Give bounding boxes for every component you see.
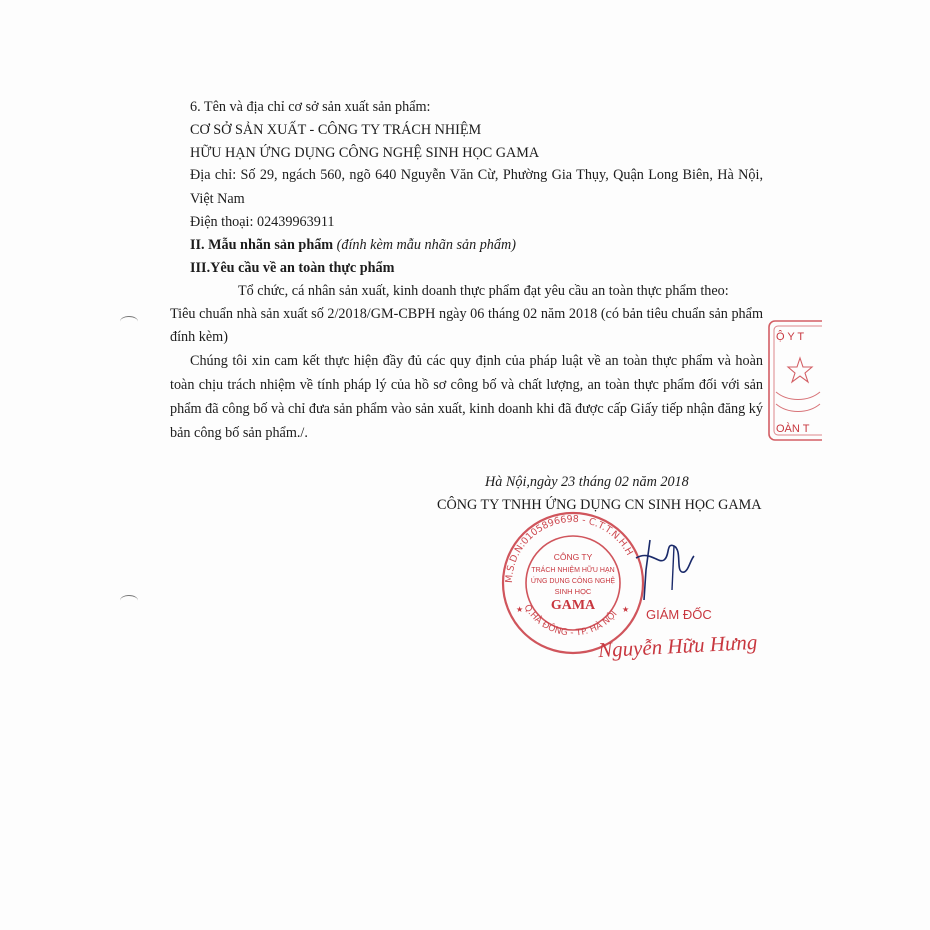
standard-line-1: Tiêu chuẩn nhà sản xuất số 2/2018/GM-CBPH ngày 06 tháng 02 năm 2018 (có bản tiêu chuẩn sản phẩm: [170, 306, 763, 322]
section-2-title: II. Mẫu nhãn sản phẩm: [190, 237, 334, 253]
side-stamp-bottom-text: OÀN T: [776, 423, 810, 435]
svg-text:★: ★: [516, 605, 524, 614]
handwritten-signature: [630, 530, 710, 610]
address-line-1: Địa chỉ: Số 29, ngách 560, ngõ 640 Nguyễn Văn Cừ, Phường Gia Thụy, Quận Long Biên, Hà Nội,: [190, 167, 763, 183]
section-3-heading: III.Yêu cầu về an toàn thực phẩm: [190, 260, 395, 276]
section-3-intro: Tổ chức, cá nhân sản xuất, kinh doanh thực phẩm đạt yêu cầu an toàn thực phẩm theo:: [238, 283, 729, 299]
commitment-line-1: Chúng tôi xin cam kết thực hiện đầy đủ các quy định của pháp luật về an toàn thực phẩm và hoàn: [190, 353, 763, 369]
seal-line-4: SINH HỌC: [554, 587, 592, 596]
section-2-note: (đính kèm mẫu nhãn sản phẩm): [336, 237, 516, 253]
signing-company: CÔNG TY TNHH ỨNG DỤNG CN SINH HỌC GAMA: [437, 497, 762, 513]
address-line-2: Việt Nam: [190, 191, 245, 207]
company-name-line-1: CƠ SỞ SẢN XUẤT - CÔNG TY TRÁCH NHIỆM: [190, 122, 482, 138]
commitment-line-3: phẩm đã công bố và chỉ đưa sản phẩm vào sản xuất, kinh doanh khi đã được cấp Giấy tiếp nhận đăng ký: [170, 401, 763, 417]
company-name-line-2: HỮU HẠN ỨNG DỤNG CÔNG NGHỆ SINH HỌC GAMA: [190, 145, 540, 161]
punch-hole-top: [120, 316, 138, 327]
commitment-line-4: bản công bố sản phẩm./.: [170, 425, 308, 441]
company-seal-stamp: [498, 508, 648, 658]
partial-side-stamp: [762, 318, 822, 443]
standard-line-2: đính kèm): [170, 329, 228, 345]
seal-line-1: CÔNG TY: [553, 552, 593, 562]
section-2-heading: [190, 236, 516, 254]
director-title: GIÁM ĐỐC: [646, 607, 712, 622]
commitment-line-2: toàn chịu trách nhiệm về tính pháp lý của hồ sơ công bố và chất lượng, an toàn thực phẩm đối với sản: [170, 377, 763, 393]
svg-text:★: ★: [622, 605, 630, 614]
signing-date: Hà Nội,ngày 23 tháng 02 năm 2018: [485, 474, 689, 490]
punch-hole-bottom: [120, 595, 138, 606]
side-stamp-top-text: Ộ Y T: [776, 331, 805, 343]
seal-line-3: ỨNG DỤNG CÔNG NGHỆ: [530, 578, 616, 585]
seal-line-5: GAMA: [550, 598, 596, 613]
seal-bottom-text: Q.HÀ ĐÔNG - TP. HÀ NỘI: [521, 603, 620, 639]
seal-ring-text: M.S.D.N:0105896698 - C.T.T.N.H.H: [503, 513, 635, 584]
section-6-heading: 6. Tên và địa chỉ cơ sở sản xuất sản phẩm:: [190, 99, 431, 115]
phone-line: Điện thoại: 02439963911: [190, 214, 335, 230]
seal-line-2: TRÁCH NHIỆM HỮU HẠN: [531, 567, 615, 574]
director-name: Nguyễn Hữu Hưng: [597, 629, 758, 663]
